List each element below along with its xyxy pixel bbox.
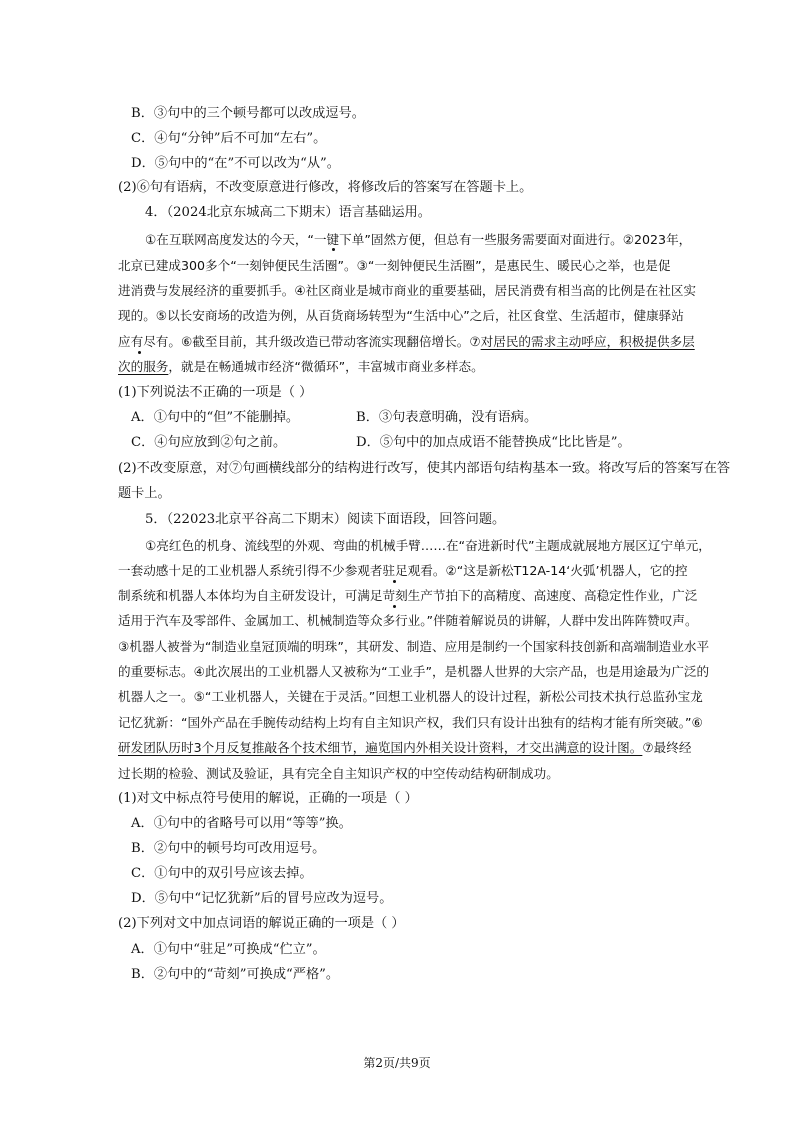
question-5-heading: 5．（22023北京平谷高二下期末）阅读下面语段，回答问题。 (145, 512, 506, 527)
question-4-heading: 4．（2024北京东城高二下期末）语言基础运用。 (145, 205, 431, 220)
dotted-word-zhuzu: 驻足 (382, 563, 408, 578)
passage-5-line-8: 记忆犹新：“国外产品在手腕传动结构上均有自主知识产权，我们只有设计出独有的结构才能有所突破。”⑥ (118, 715, 703, 730)
option-c-q3: C．④句“分钟”后不可加“左右”。 (131, 131, 327, 146)
dotted-word-keke: 苛刻 (382, 588, 408, 603)
q4-option-d: D．⑤句中的加点成语不能替换成“比比皆是”。 (356, 435, 631, 450)
q5-option-d: D．⑤句中“记忆犹新”后的冒号应改为逗号。 (131, 891, 393, 906)
passage-4-line-5: 应有尽有。⑥截至目前，其升级改造已带动客流实现翻倍增长。⑦对居民的需求主动呼应，积极提供多层 (118, 334, 695, 349)
underlined-phrase-end: 次的服务 (118, 359, 169, 374)
passage-5-line-4: 适用于汽车及零部件、金属加工、机械制造等众多行业。”伴随着解说员的讲解，人群中发出阵阵赞叹声。 (118, 613, 698, 628)
passage-5-line-5: ③机器人被誉为“制造业皇冠顶端的明珠”，其研发、制造、应用是制约一个国家科技创新和高端制造业水平 (118, 639, 710, 654)
q5-sub-question-2: (2)下列对文中加点词语的解说正确的一项是（ ） (118, 916, 405, 931)
passage-5-line-1: ①亮红色的机身、流线型的外观、弯曲的机械手臂……在“奋进新时代”主题成就展地方展区辽宁单元， (145, 538, 711, 553)
q4-option-c: C．④句应放到②句之前。 (131, 435, 287, 450)
q5-option-b: B．②句中的顿号均可改用逗号。 (131, 841, 326, 856)
q4-sub-question-1: (1)下列说法不正确的一项是（ ） (118, 385, 313, 400)
underlined-phrase: 对居民的需求主动呼应，积极提供多层 (480, 334, 695, 349)
q4-sub-question-2: (2)不改变原意，对⑦句画横线部分的结构进行改写，使其内部语句结构基本一致。将改写后的答案写在答 (118, 461, 731, 476)
page-number: 第2页/共9页 (363, 1056, 431, 1070)
option-d-q3: D．⑤句中的“在”不可以改为“从”。 (131, 156, 340, 171)
dotted-char: 键 (326, 232, 340, 247)
passage-4-line-6: 次的服务，就是在畅通城市经济“微循环”，丰富城市商业多样态。 (118, 359, 484, 374)
passage-5-line-6: 的重要标志。④此次展出的工业机器人又被称为“工业手”，是机器人世界的大宗产品，也是用途最为广泛的 (118, 664, 710, 679)
passage-5-line-10: 过长期的检验、测试及验证，具有完全自主知识产权的中空传动结构研制成功。 (118, 766, 559, 781)
q4-option-a: A．①句中的“但”不能删掉。 (131, 410, 300, 425)
passage-5-line-3: 制系统和机器人本体均为自主研发设计，可满足苛刻生产节拍下的高精度、高速度、高稳定性作业，广泛 (118, 588, 698, 603)
sub-question-2-q3: (2)⑥句有语病，不改变原意进行修改，将修改后的答案写在答题卡上。 (118, 180, 533, 195)
q5-2-option-a: A．①句中“驻足”可换成“伫立”。 (131, 942, 326, 957)
option-b-q3: B．③句中的三个顿号都可以改成逗号。 (131, 106, 365, 121)
q4-option-b: B．③句表意明确，没有语病。 (356, 410, 538, 425)
passage-5-line-7: 机器人之一。⑤“工业机器人，关键在于灵活。”回想工业机器人的设计过程，新松公司技术执行总监孙宝龙 (118, 689, 703, 704)
passage-4-line-3: 进消费与发展经济的重要抓手。④社区商业是城市商业的重要基础，居民消费有相当高的比例是在社区实 (118, 283, 697, 298)
q5-2-option-b: B．②句中的“苛刻”可换成“严格”。 (131, 967, 340, 982)
passage-4-line-4: 现的。⑤以长安商场的改造为例，从百货商场转型为“生活中心”之后，社区食堂、生活超市，健康驿站 (118, 308, 684, 323)
q5-option-c: C．①句中的双引号应该去掉。 (131, 866, 313, 881)
passage-5-line-2: 一套动感十足的工业机器人系统引得不少参观者驻足观看。②“这是新松T12A-14‘火弧’机器人，它的控 (118, 563, 688, 578)
q4-sub-question-2-cont: 题卡上。 (118, 486, 171, 501)
q5-sub-question-1: (1)对文中标点符号使用的解说，正确的一项是（ ） (118, 791, 418, 806)
underlined-sentence-6: 研发团队历时3个月反复推敲各个技术细节，遍览国内外相关设计资料，才交出满意的设计图。 (118, 740, 643, 755)
dotted-idiom: 应有尽有 (118, 334, 169, 349)
passage-4-line-1: ①在互联网高度发达的今天，“一键下单”固然方便，但总有一些服务需要面对面进行。②2023年， (145, 232, 692, 247)
passage-4-line-2: 北京已建成300多个“一刻钟便民生活圈”。③“一刻钟便民生活圈”，是惠民生、暖民心之举，也是促 (118, 258, 671, 273)
passage-5-line-9: 研发团队历时3个月反复推敲各个技术细节，遍览国内外相关设计资料，才交出满意的设计图。⑦最终经 (118, 740, 692, 755)
q5-option-a: A．①句中的省略号可以用“等等”换。 (131, 816, 352, 831)
